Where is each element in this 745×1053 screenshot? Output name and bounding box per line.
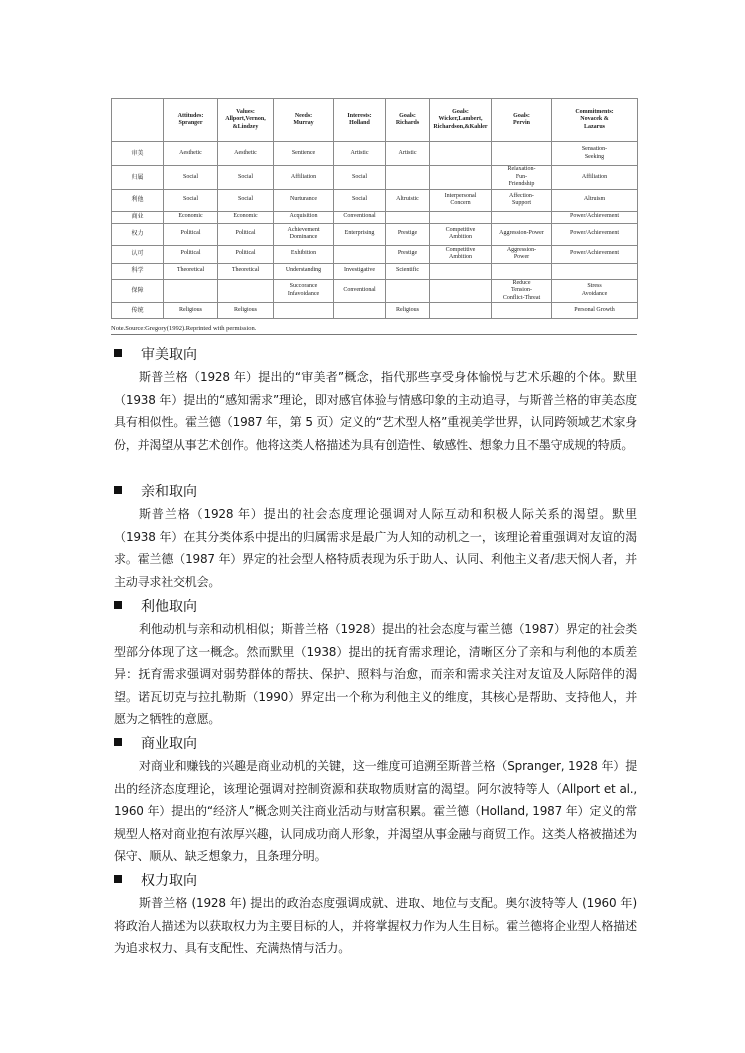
- section-paragraph: 斯普兰格（1928 年）提出的社会态度理论强调对人际互动和积极人际关系的渴望。默里（1938 年）在其分类体系中提出的归属需求是最广为人知的动机之一，该理论着重强调对友谊的渴求。霍兰德（1987 年）界定的社会型人格特质表现为乐于助人、认同、利他主义者/悲天悯人者，并主动寻求社交机会。: [114, 507, 637, 589]
- table-row: [112, 263, 638, 279]
- table-cell: Understanding: [274, 263, 334, 279]
- table-cell: Altruistic: [386, 189, 430, 211]
- table-cell: Interpersonal Concern: [430, 189, 492, 211]
- comparison-table: [111, 98, 638, 319]
- table-cell: Power/Achievement: [552, 245, 638, 263]
- table-header-cell: Needs: Murray: [274, 99, 334, 142]
- table-cell: Conventional: [334, 211, 386, 223]
- table-cell: Competitive Ambition: [430, 223, 492, 245]
- table-header-cell: Attitudes: Spranger: [164, 99, 218, 142]
- table-cell: Aesthetic: [164, 142, 218, 166]
- section-title: 权力取向: [141, 873, 197, 889]
- table-row-label: 商业: [112, 211, 164, 223]
- section-aesthetic: [114, 345, 637, 456]
- table-cell: Enterprising: [334, 223, 386, 245]
- table-cell: Political: [218, 223, 274, 245]
- table-cell: Power/Achievement: [552, 223, 638, 245]
- table-row: [112, 166, 638, 190]
- table-cell: Conventional: [334, 279, 386, 303]
- table-header-cell: [112, 99, 164, 142]
- table-cell: [164, 279, 218, 303]
- table-cell: Political: [218, 245, 274, 263]
- table-cell: Social: [334, 166, 386, 190]
- table-row-label: 权力: [112, 223, 164, 245]
- table-cell: [334, 245, 386, 263]
- table-cell: Relaxation- Fun- Friendship: [492, 166, 552, 190]
- table-cell: Competitive Ambition: [430, 245, 492, 263]
- table-cell: Social: [218, 166, 274, 190]
- table-cell: Social: [164, 189, 218, 211]
- table-cell: Political: [164, 223, 218, 245]
- table-cell: Affiliation: [552, 166, 638, 190]
- table-cell: Affiliation: [274, 166, 334, 190]
- table-cell: Aggression-Power: [492, 223, 552, 245]
- table-cell: Artistic: [334, 142, 386, 166]
- table-cell: [430, 166, 492, 190]
- table-cell: Religious: [164, 303, 218, 319]
- table-header-row: [112, 99, 638, 142]
- section-paragraph: 对商业和赚钱的兴趣是商业动机的关键，这一维度可追溯至斯普兰格（Spranger, 1928 年）提出的经济态度理论，该理论强调对控制资源和获取物质财富的渴望。阿尔波特等人（Allport et al., 1960 年）提出的“经济人”概念则关注商业活动与财富积累。霍兰德（Holland, 1987 年）定义的常规型人格对商业抱有浓厚兴趣，认同成功商人形象，并渴望从事金融与商贸工作。这类人格被描述为保守、顺从、缺乏想象力，且条理分明。: [114, 759, 637, 864]
- table-cell: Acquisition: [274, 211, 334, 223]
- table-cell: Political: [164, 245, 218, 263]
- table-cell: Aesthetic: [218, 142, 274, 166]
- table-cell: [386, 211, 430, 223]
- table-row-label: 保障: [112, 279, 164, 303]
- section-title: 审美取向: [141, 347, 197, 363]
- table-cell: Power/Achievement: [552, 211, 638, 223]
- table-cell: Investigative: [334, 263, 386, 279]
- table-cell: [334, 303, 386, 319]
- table-cell: [430, 142, 492, 166]
- table-cell: Theoretical: [218, 263, 274, 279]
- section-title: 利他取向: [141, 599, 197, 615]
- comparison-table-wrapper: [111, 98, 637, 319]
- table-cell: [430, 279, 492, 303]
- table-row: [112, 223, 638, 245]
- table-cell: [218, 279, 274, 303]
- table-header-cell: Goals: Richards: [386, 99, 430, 142]
- table-row-label: 科学: [112, 263, 164, 279]
- section-power: [114, 871, 637, 960]
- table-cell: Prestige: [386, 245, 430, 263]
- table-cell: Theoretical: [164, 263, 218, 279]
- table-cell: Religious: [218, 303, 274, 319]
- table-row-label: 利他: [112, 189, 164, 211]
- table-row: [112, 211, 638, 223]
- table-row-label: 认可: [112, 245, 164, 263]
- table-cell: [430, 303, 492, 319]
- table-cell: Succorance Infavoidance: [274, 279, 334, 303]
- table-cell: [492, 211, 552, 223]
- table-cell: Social: [218, 189, 274, 211]
- table-cell: [274, 303, 334, 319]
- section-commerce: [114, 734, 637, 868]
- table-cell: Altruism: [552, 189, 638, 211]
- table-cell: Nurturance: [274, 189, 334, 211]
- table-row-label: 审美: [112, 142, 164, 166]
- table-cell: Stress Avoidance: [552, 279, 638, 303]
- table-cell: Reduce Tension- Conflict-Threat: [492, 279, 552, 303]
- table-cell: Achievement Dominance: [274, 223, 334, 245]
- table-cell: [386, 166, 430, 190]
- table-body: [112, 142, 638, 319]
- table-cell: [492, 303, 552, 319]
- table-cell: Artistic: [386, 142, 430, 166]
- table-row: [112, 303, 638, 319]
- table-cell: Social: [164, 166, 218, 190]
- table-cell: [430, 211, 492, 223]
- table-cell: Religious: [386, 303, 430, 319]
- table-header-cell: Interests: Holland: [334, 99, 386, 142]
- table-cell: [430, 263, 492, 279]
- section-paragraph: 斯普兰格 (1928 年) 提出的政治态度强调成就、进取、地位与支配。奥尔波特等人 (1960 年) 将政治人描述为以获取权力为主要目标的人，并将掌握权力作为人生目标。霍兰德将企业型人格描述为追求权力、具有支配性、充满热情与活力。: [114, 896, 637, 956]
- table-cell: Aggression- Power: [492, 245, 552, 263]
- table-cell: [492, 142, 552, 166]
- square-bullet-icon: [114, 486, 122, 494]
- table-row: [112, 189, 638, 211]
- table-row: [112, 245, 638, 263]
- table-cell: [492, 263, 552, 279]
- table-row-label: 归属: [112, 166, 164, 190]
- table-cell: Prestige: [386, 223, 430, 245]
- table-note-rule: [111, 334, 637, 335]
- table-cell: [386, 279, 430, 303]
- table-cell: Economic: [164, 211, 218, 223]
- square-bullet-icon: [114, 875, 122, 883]
- table-cell: Social: [334, 189, 386, 211]
- section-affiliation: [114, 482, 637, 593]
- section-title: 商业取向: [141, 736, 197, 752]
- table-cell: Scientific: [386, 263, 430, 279]
- table-cell: [552, 263, 638, 279]
- table-cell: Economic: [218, 211, 274, 223]
- table-cell: Sentience: [274, 142, 334, 166]
- section-paragraph: 斯普兰格（1928 年）提出的“审美者”概念，指代那些享受身体愉悦与艺术乐趣的个体。默里（1938 年）提出的“感知需求”理论，即对感官体验与情感印象的主动追寻，与斯普兰格的审美态度具有相似性。霍兰德（1987 年，第 5 页）定义的“艺术型人格”重视美学世界，认同跨领域艺术家身份，并渴望从事艺术创作。他将这类人格描述为具有创造性、敏感性、想象力且不墨守成规的特质。: [114, 370, 637, 452]
- square-bullet-icon: [114, 738, 122, 746]
- section-altruism: [114, 597, 637, 731]
- table-cell: Personal Growth: [552, 303, 638, 319]
- table-header-cell: Commitments: Novacek & Lazarus: [552, 99, 638, 142]
- square-bullet-icon: [114, 349, 122, 357]
- table-row: [112, 142, 638, 166]
- table-row-label: 传统: [112, 303, 164, 319]
- table-header-cell: Values: Allport,Vernon, &Lindzey: [218, 99, 274, 142]
- table-note: Note.Source:Gregory(1992).Reprinted with permission.: [111, 325, 257, 332]
- table-header-cell: Goals: Pervin: [492, 99, 552, 142]
- square-bullet-icon: [114, 601, 122, 609]
- table-cell: Affection- Support: [492, 189, 552, 211]
- section-paragraph: 利他动机与亲和动机相似；斯普兰格（1928）提出的社会态度与霍兰德（1987）界定的社会类型部分体现了这一概念。然而默里（1938）提出的抚育需求理论，清晰区分了亲和与利他的本质差异：抚育需求强调对弱势群体的帮扶、保护、照料与治愈，而亲和需求关注对友谊及人际陪伴的渴望。诺瓦切克与拉扎勒斯（1990）界定出一个称为利他主义的维度，其核心是帮助、支持他人，并愿为之牺牲的意愿。: [114, 622, 637, 727]
- table-cell: Sensation- Seeking: [552, 142, 638, 166]
- table-cell: Exhibition: [274, 245, 334, 263]
- section-title: 亲和取向: [141, 484, 197, 500]
- table-header-cell: Goals: Wicker,Lambert, Richardson,&Kahler: [430, 99, 492, 142]
- table-row: [112, 279, 638, 303]
